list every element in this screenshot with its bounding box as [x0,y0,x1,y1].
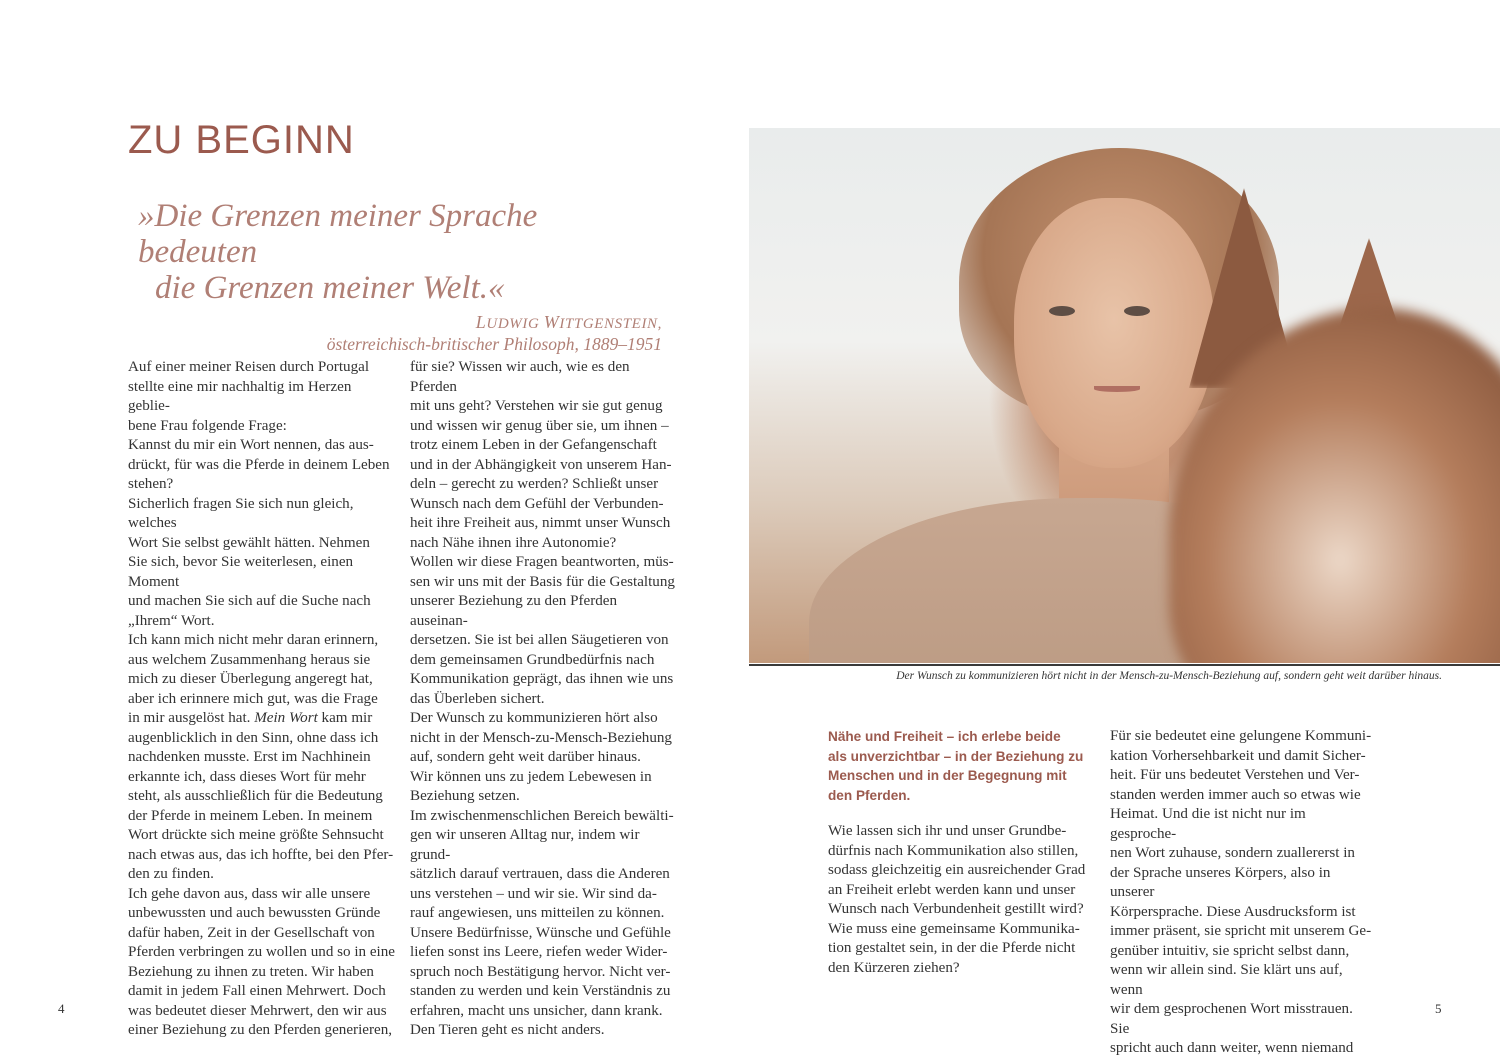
epigraph [138,198,662,355]
body-text-1a: Auf einer meiner Reisen durch Portugal stellte eine mir nachhaltig im Herzen geblie- bene Frau folgende Frage: Kannst du mir ein Wort nennen, das aus- drückt, für was die Pferde in deinem Leben stehen? Sicherlich fragen Sie sich nun gleich, welches Wort Sie selbst gewählt hätten. Nehmen Sie sich, bevor Sie weiterlesen, einen Moment und machen Sie sich auf die Suche nach „Ihrem“ Wort. Ich kann mich nicht mehr daran erinnern, aus welchem Zusammenhang heraus sie mich zu dieser Überlegung angeregt hat, aber ich erinnere mich gut, was die Frage in mir ausgelöst hat. [128,359,390,726]
body-paragraph-1 [128,358,396,1041]
photo-mouth [1094,386,1140,392]
body-text-4: Für sie bedeutet eine gelungene Kommuni- kation Vorhersehbarkeit und damit Sicher- heit. Für uns bedeutet Verstehen und Ver- standen werden immer auch so etwas wie Heimat. Und die ist nicht nur im gesproche- nen Wort zuhause, sondern zuallererst in der Sprache unseres Körpers, also in unserer Körpersprache. Diese Ausdrucksform ist immer präsent, sie spricht mit unserem Ge- genüber intuitiv, sie spricht selbst dann, wenn wir allein sind. Sie klärt uns auf, wenn wir dem gesprochenen Wort misstrauen. Sie spricht auch dann weiter, wenn niemand [1110,728,1372,1056]
body-text-emphasis: Mein Wort [254,710,318,726]
chapter-title: ZU BEGINN [128,118,355,162]
body-text-3: Wie lassen sich ihr und unser Grundbe- dürfnis nach Kommunikation also stillen, sodass gleichzeitig ein ausreichender Grad an Freiheit erlebt werden kann und unser Wunsch nach Verbundenheit gestillt wird? Wie muss eine gemeinsame Kommunika- tion gestaltet sein, in der die Pferde nicht den Kürzeren ziehen? [828,823,1086,976]
body-column-1 [128,358,396,1041]
author-last-rest: ITTGENSTEIN, [559,316,662,332]
page-number-right: 5 [1435,1001,1442,1016]
epigraph-line-1: »Die Grenzen meiner Sprache bedeuten [138,198,538,270]
body-text-1b: kam mir augenblicklich in den Sinn, ohne dass ich nachdenken musste. Erst im Nachhinein erkannte ich, dass dieses Wort für mehr steht, als ausschließlich für die Bedeutung der Pferde in meinem Leben. In meinem Wort drückte sich meine größte Sehnsucht nach etwas aus, das ich hoffte, bei den Pfer- den zu finden. Ich gehe davon aus, dass wir alle unsere unbewussten und auch bewussten Gründe dafür haben, Zeit in der Gesellschaft von Pferden verbringen zu wollen und so in eine Beziehung zu ihnen zu treten. Wir haben damit in jedem Fall einen Mehrwert. Doch was bedeutet dieser Mehrwert, den wir aus einer Beziehung zu den Pferden generieren, [128,710,396,1038]
photo-eye-right [1124,306,1150,316]
epigraph-author [138,312,662,333]
caption-rule [749,664,1500,666]
author-initial-last: W [543,312,560,332]
photo-eye-left [1049,306,1075,316]
epigraph-line-2: die Grenzen meiner Welt.« [155,270,505,306]
body-column-2 [410,358,678,1041]
body-column-4 [1110,727,1374,1059]
epigraph-author-role: österreichisch-britischer Philosoph, 1889–1951 [326,334,662,354]
page-number-left: 4 [58,1001,65,1016]
photo-caption: Der Wunsch zu kommunizieren hört nicht in der Mensch-zu-Mensch-Beziehung auf, sondern geht weit darüber hinaus. [896,670,1442,682]
author-first-rest: UDWIG [486,316,544,332]
author-initial-first: L [475,312,487,332]
pull-quote: Nähe und Freiheit – ich erlebe beide als unverzichtbar – in der Beziehung zu Menschen und in der Begegnung mit den Pferden. [828,729,1084,803]
photo-face [1014,198,1214,468]
body-column-3 [828,822,1090,978]
body-text-2: für sie? Wissen wir auch, wie es den Pferden mit uns geht? Verstehen wir sie gut genug und wissen wir genug über sie, um ihnen – trotz einem Leben in der Gefangenschaft und in der Abhängigkeit von unserem Han- deln – gerecht zu werden? Schließt unser Wunsch nach dem Gefühl der Verbunden- heit ihre Freiheit aus, nimmt unser Wunsch nach Nähe ihnen ihre Autonomie? Wollen wir diese Fragen beantworten, müs- sen wir uns mit der Basis für die Gestaltung unserer Beziehung zu den Pferden auseinan- dersetzen. Sie ist bei allen Säugetieren von dem gemeinsamen Grundbedürfnis nach Kommunikation geprägt, das ihnen wie uns das Überleben sichert. Der Wunsch zu kommunizieren hört also nicht in der Mensch-zu-Mensch-Beziehung auf, sondern geht weit darüber hinaus. Wir können uns zu jedem Lebewesen in Beziehung setzen. Im zwischenmenschlichen Bereich bewälti- gen wir unseren Alltag nur, indem wir grund- sätzlich darauf vertrauen, dass die Anderen uns verstehen – und wir sie. Wir sind da- rauf angewiesen, uns mitteilen zu können. Unsere Bedürfnisse, Wünsche und Gefühle liefen sonst ins Leere, riefen weder Wider- spruch noch Bestätigung hervor. Nicht ver- standen zu werden und kein Verständnis zu erfahren, macht uns unsicher, dann krank. Den Tieren geht es nicht anders. [410,359,675,1038]
portrait-photo [749,128,1500,663]
